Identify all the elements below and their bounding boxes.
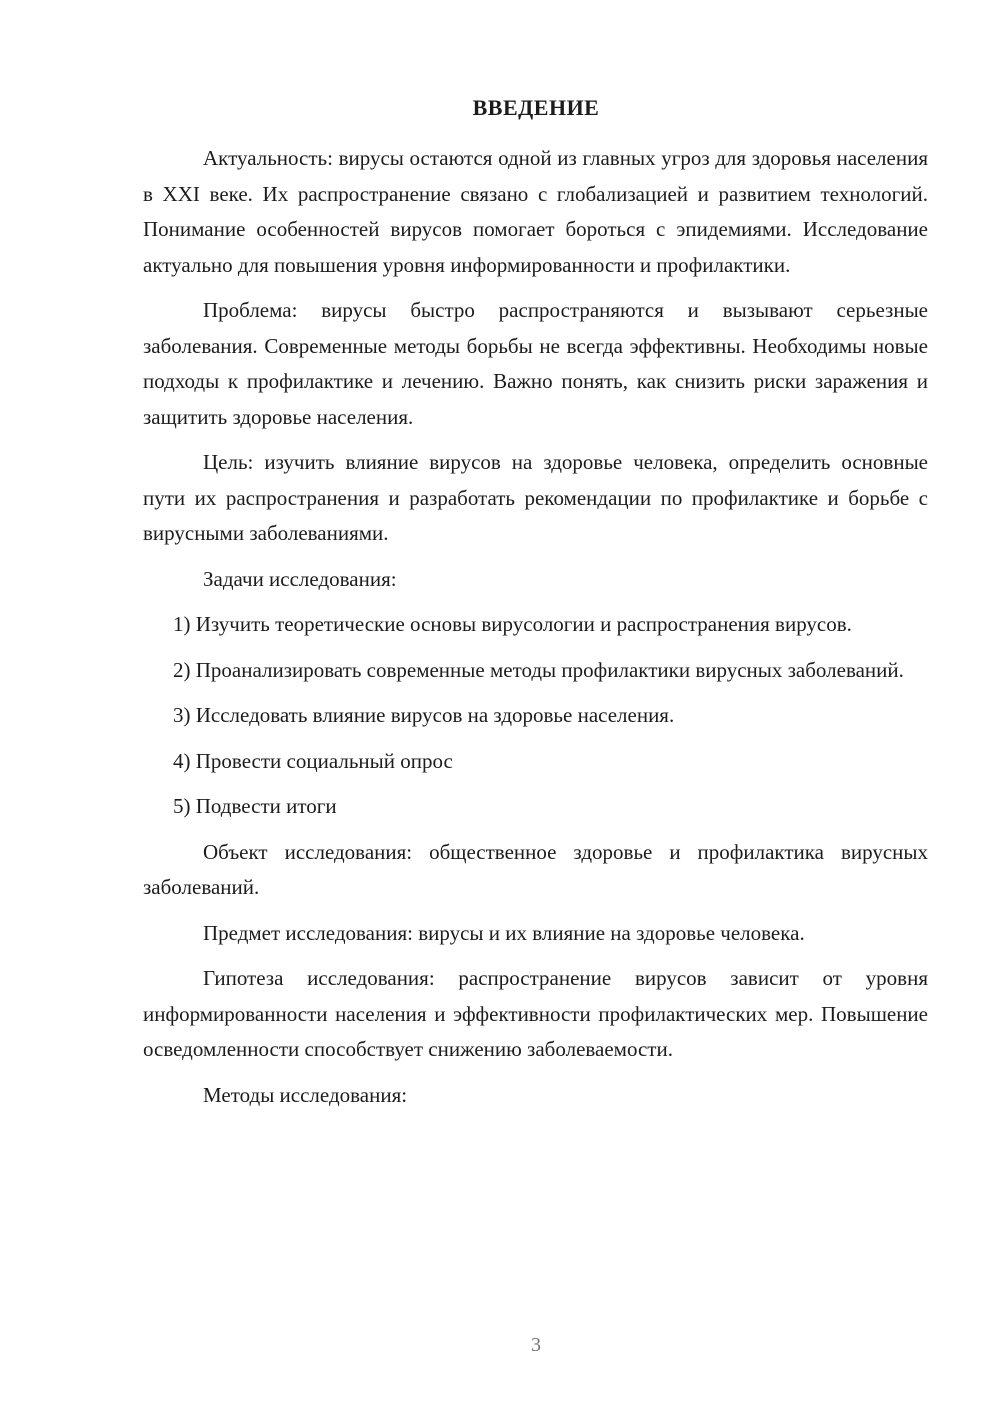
list-item: 5) Подвести итоги [173,794,337,818]
hypothesis-paragraph: Гипотеза исследования: распространение вирусов зависит от уровня информированности населения и эффективности профилактических мер. Повышение осведомленности способствует снижению заболеваемости. [143,966,928,1061]
list-item: 2) Проанализировать современные методы профилактики вирусных заболеваний. [173,657,904,682]
document-body [143,141,928,1123]
page-title: ВВЕДЕНИЕ [472,95,600,120]
list-item: 4) Провести социальный опрос [173,748,453,773]
object-paragraph: Объект исследования: общественное здоровье и профилактика вирусных заболеваний. [143,839,928,899]
subject-paragraph: Предмет исследования: вирусы и их влияние на здоровье человека. [203,920,805,945]
list-item: 3) Исследовать влияние вирусов на здоровье населения. [173,703,675,727]
problem-paragraph: Проблема: вирусы быстро распространяются и вызывают серьезные заболевания. Современные методы борьбы не всегда эффективны. Необходимы новые подходы к профилактике и лечению. Важно понять, как снизить риски заражения и защитить здоровье населения. [143,298,928,429]
goal-paragraph: Цель: изучить влияние вирусов на здоровье человека, определить основные пути их распространения и разработать рекомендации по профилактике и борьбе с вирусными заболеваниями. [143,450,928,545]
list-item: 1) Изучить теоретические основы вирусологии и распространения вирусов. [173,612,852,636]
methods-heading: Методы исследования: [203,1082,408,1107]
relevance-paragraph: Актуальность: вирусы остаются одной из главных угроз для здоровья населения в XXI веке. Их распространение связано с глобализацией и развитием технологий. Понимание особенностей вирусов помогает бороться с эпидемиями. Исследование актуально для повышения уровня информированности и профилактики. [143,146,928,277]
tasks-list [143,607,928,825]
page-number: 3 [531,1334,541,1356]
tasks-heading: Задачи исследования: [203,566,397,591]
